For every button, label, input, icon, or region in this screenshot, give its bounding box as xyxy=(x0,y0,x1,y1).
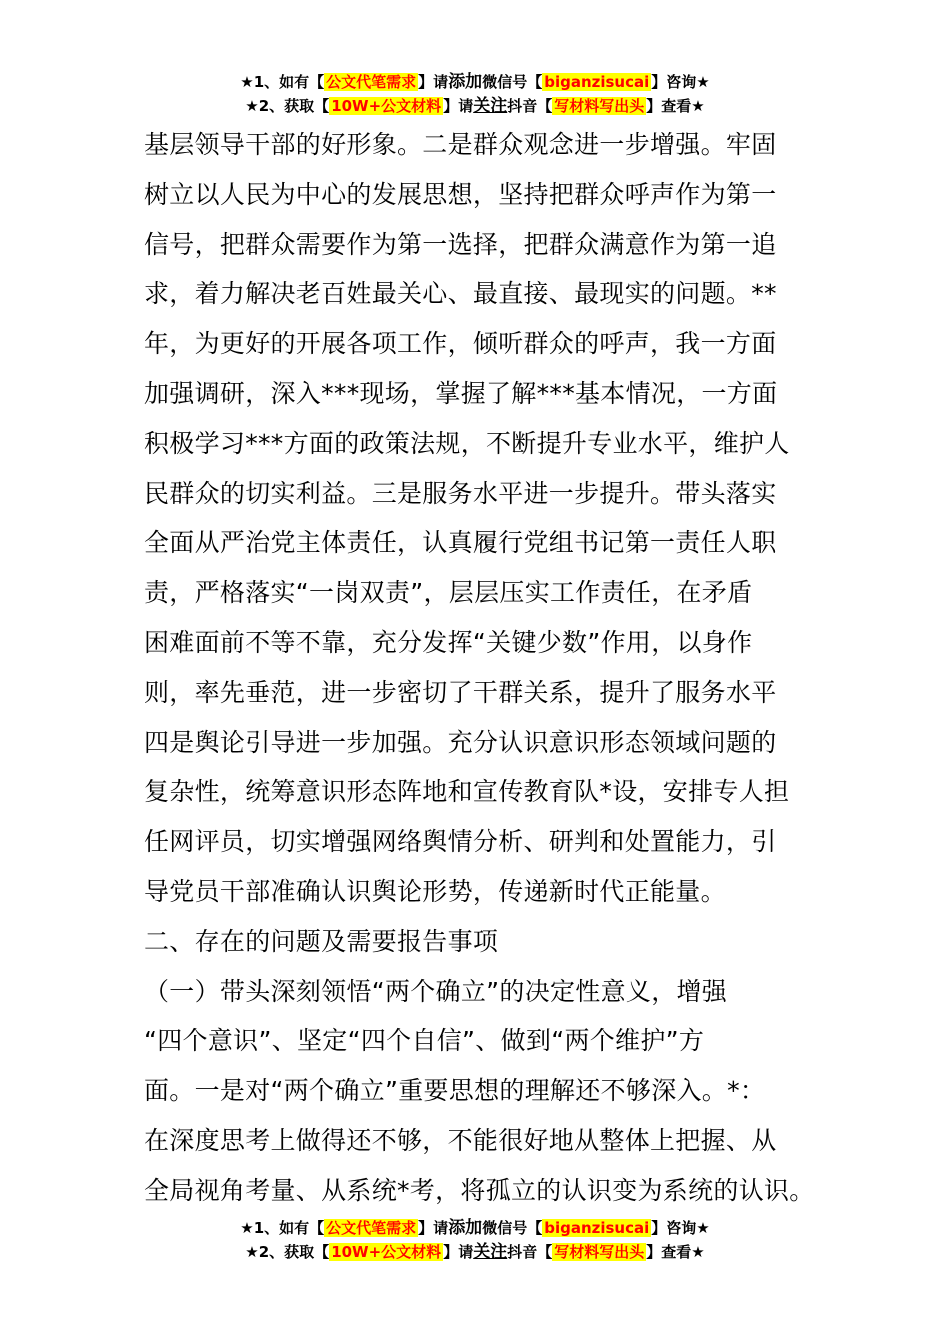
body-line: 树立以人民为中心的发展思想，坚持把群众呼声作为第一 xyxy=(144,179,777,209)
promo-line-2: ★2、获取【 10W+公文材料 】请关注抖音【 写材料写出头 】查看★ xyxy=(245,1242,705,1262)
highlight-douyin-account: 写材料写出头 xyxy=(554,1243,645,1261)
body-line: 信号，把群众需要作为第一选择，把群众满意作为第一追 xyxy=(144,229,777,259)
body-line: 面。一是对“两个确立”重要思想的理解还不够深入。*： xyxy=(144,1076,766,1106)
highlight-wechat-id: biganzisucai xyxy=(544,1219,650,1237)
body-line: （一）带头深刻领悟“两个确立”的决定性意义，增强 xyxy=(144,976,728,1006)
promo-line-1: ★1、如有【 公文代笔需求 】请添加微信号【 biganzisucai 】咨询★ xyxy=(240,1218,710,1238)
body-line: 基层领导干部的好形象。二是群众观念进一步增强。牢固 xyxy=(144,130,777,159)
document-body xyxy=(144,120,816,1216)
body-line: 在深度思考上做得还不够，不能很好地从整体上把握、从 xyxy=(144,1125,777,1155)
highlight-materials: 10W+公文材料 xyxy=(331,97,442,115)
section-heading: 二、存在的问题及需要报告事项 xyxy=(144,926,499,956)
highlight-service: 公文代笔需求 xyxy=(326,1219,417,1237)
body-line: 任网评员，切实增强网络舆情分析、研判和处置能力，引 xyxy=(144,827,777,857)
highlight-materials: 10W+公文材料 xyxy=(331,1243,442,1261)
body-line: 民群众的切实利益。三是服务水平进一步提升。带头落实 xyxy=(144,478,777,508)
body-line: 加强调研，深入***现场，掌握了解***基本情况，一方面 xyxy=(144,378,778,408)
body-line: 则，率先垂范，进一步密切了干群关系，提升了服务水平 xyxy=(144,677,777,707)
body-line: 积极学习***方面的政策法规，不断提升专业水平，维护人 xyxy=(144,428,790,458)
body-line: 求，着力解决老百姓最关心、最直接、最现实的问题。** xyxy=(144,279,777,309)
highlight-douyin-account: 写材料写出头 xyxy=(554,97,645,115)
body-line: 年，为更好的开展各项工作，倾听群众的呼声，我一方面 xyxy=(144,329,777,359)
highlight-service: 公文代笔需求 xyxy=(326,73,417,91)
body-line: 全局视角考量、从系统*考，将孤立的认识变为系统的认识。 xyxy=(144,1175,815,1205)
body-line: 导党员干部准确认识舆论形势，传递新时代正能量。 xyxy=(144,876,726,906)
promo-line-1: ★1、如有【 公文代笔需求 】请添加微信号【 biganzisucai 】咨询★ xyxy=(240,72,710,92)
header-promo-banner xyxy=(0,70,950,118)
body-line: 全面从严治党主体责任，认真履行党组书记第一责任人职 xyxy=(144,528,777,558)
footer-promo-banner xyxy=(0,1216,950,1264)
promo-line-2: ★2、获取【 10W+公文材料 】请关注抖音【 写材料写出头 】查看★ xyxy=(245,96,705,116)
body-line: 责，严格落实“一岗双责”，层层压实工作责任，在矛盾 xyxy=(144,578,753,608)
body-line: 困难面前不等不靠，充分发挥“关键少数”作用，以身作 xyxy=(144,627,753,657)
body-line: 复杂性，统筹意识形态阵地和宣传教育队*设，安排专人担 xyxy=(144,777,790,807)
highlight-wechat-id: biganzisucai xyxy=(544,73,650,91)
body-line: 四是舆论引导进一步加强。充分认识意识形态领域问题的 xyxy=(144,727,777,757)
body-line: “四个意识”、坚定“四个自信”、做到“两个维护”方 xyxy=(144,1026,705,1056)
